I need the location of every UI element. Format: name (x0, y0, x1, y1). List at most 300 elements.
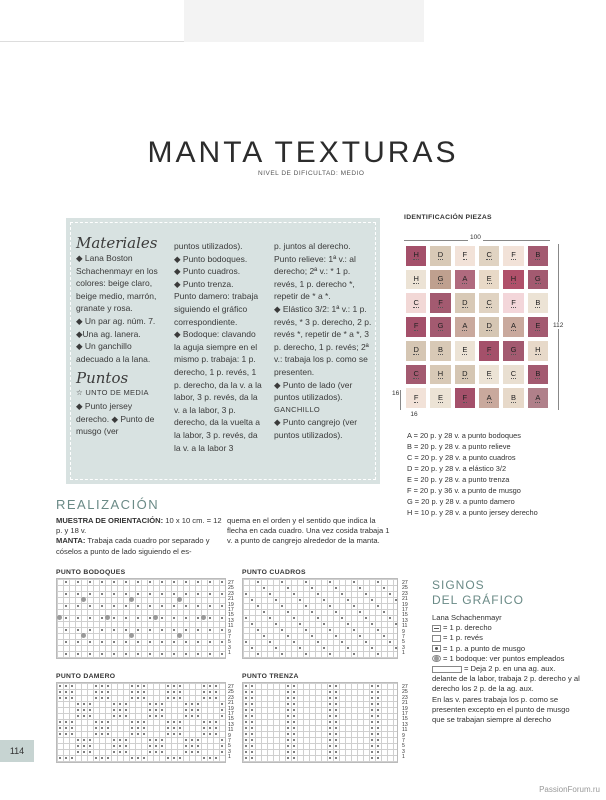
stitch-mark (281, 605, 283, 607)
stitch-mark (89, 641, 91, 643)
stitch-mark (161, 581, 163, 583)
muestra-text: 10 x 10 cm. = 12 p. y 18 v. (56, 516, 222, 536)
stitch-mark (293, 617, 295, 619)
stitch-mark (335, 685, 337, 687)
stitch-mark (89, 629, 91, 631)
stitch-mark (245, 727, 247, 729)
stitch-mark (113, 715, 115, 717)
stitch-mark (161, 709, 163, 711)
stitch-mark (251, 691, 253, 693)
stitch-mark (293, 593, 295, 595)
stitch-mark (257, 605, 259, 607)
stitch-mark (245, 751, 247, 753)
stitch-mark (209, 727, 211, 729)
stitch-mark (113, 581, 115, 583)
stitch-item: puntos utilizados). (174, 241, 243, 251)
stitch-mark (365, 617, 367, 619)
stitch-mark (197, 709, 199, 711)
stitch-mark (377, 745, 379, 747)
stitch-mark (377, 685, 379, 687)
stitch-mark (125, 617, 127, 619)
stitch-mark (245, 721, 247, 723)
stitch-mark (377, 709, 379, 711)
stitch-mark (245, 757, 247, 759)
piece-cell (455, 317, 475, 337)
stitch-mark (143, 757, 145, 759)
stitch-mark (377, 733, 379, 735)
materials-heading: Materiales (76, 234, 158, 252)
stitch-mark (137, 691, 139, 693)
width-dimension (404, 236, 550, 244)
manta-label: MANTA: (56, 536, 86, 546)
piece-letter: A (486, 392, 492, 402)
materials-column-1 (76, 234, 166, 438)
piece-letter: B (437, 345, 443, 355)
piece-letter: B (510, 392, 516, 402)
piece-cell (528, 317, 548, 337)
stitch-mark (359, 587, 361, 589)
stitch-mark (155, 739, 157, 741)
stitch-mark (89, 581, 91, 583)
stitch-mark (89, 593, 91, 595)
stitch-mark (203, 691, 205, 693)
stitch-mark (101, 605, 103, 607)
stitch-mark (101, 593, 103, 595)
stitch-mark (77, 745, 79, 747)
chart-punto-damero (56, 682, 226, 763)
stitch-mark (113, 641, 115, 643)
stitch-mark (293, 691, 295, 693)
puntos-heading: Puntos (76, 369, 129, 388)
legend-item: C = 20 p. y 28 v. a punto cuadros (407, 453, 516, 462)
stitch-mark (131, 727, 133, 729)
stitch-mark (131, 721, 133, 723)
stitch-item: ☆ UNTO DE MEDIA (76, 388, 149, 398)
stitch-mark (209, 733, 211, 735)
stitch-mark (371, 715, 373, 717)
stitch-item: ◆ Bodoque: clavando la aguja siempre en el mismo p. trabaja: 1 p. derecho, 1 p. revés, 1 p. derecho, da la v. a la labor, 3 p. revés, da la v. a la labor, 3 p. derecho, da la vuelta a la labor, 3 p. revés, da la v. a la labor 3 (174, 329, 262, 453)
stitch-mark (293, 727, 295, 729)
piece-letter: A (462, 321, 468, 331)
stitch-mark (329, 751, 331, 753)
stitch-mark (143, 691, 145, 693)
stitch-mark (137, 733, 139, 735)
stitch-mark (59, 721, 61, 723)
piece-cell (528, 293, 548, 313)
stitch-mark (77, 641, 79, 643)
stitch-mark (293, 703, 295, 705)
piece-cell (406, 388, 426, 408)
stitch-mark (287, 739, 289, 741)
stitch-mark (167, 733, 169, 735)
purl-symbol-icon (432, 635, 441, 642)
stitch-mark (245, 715, 247, 717)
piece-cell (406, 341, 426, 361)
stitch-mark (89, 605, 91, 607)
stitch-mark (185, 581, 187, 583)
stitch-mark (119, 739, 121, 741)
stitch-mark (287, 635, 289, 637)
stitch-mark (335, 697, 337, 699)
stitch-mark (125, 641, 127, 643)
piece-letter: A (462, 274, 468, 284)
piece-cell (455, 293, 475, 313)
stitch-mark (293, 739, 295, 741)
stitch-mark (167, 685, 169, 687)
stitch-mark (287, 703, 289, 705)
stitch-mark (179, 727, 181, 729)
stitch-mark (221, 715, 223, 717)
stitch-mark (209, 605, 211, 607)
stitch-mark (323, 623, 325, 625)
piece-cell (479, 365, 499, 385)
stitch-mark (245, 703, 247, 705)
stitch-mark (377, 605, 379, 607)
stitch-mark (59, 691, 61, 693)
stitch-mark (161, 751, 163, 753)
stitch-mark (77, 739, 79, 741)
stitch-mark (65, 691, 67, 693)
stitch-mark (155, 745, 157, 747)
bobble-mark (129, 597, 134, 602)
stitch-mark (173, 617, 175, 619)
stitch-mark (209, 593, 211, 595)
stitch-mark (251, 703, 253, 705)
materials-column-2 (174, 240, 264, 454)
stitch-mark (197, 745, 199, 747)
stitch-mark (125, 709, 127, 711)
stitch-mark (197, 617, 199, 619)
stitch-mark (287, 587, 289, 589)
stitch-mark (371, 623, 373, 625)
stitch-mark (95, 697, 97, 699)
piece-cell (455, 365, 475, 385)
stitch-mark (197, 751, 199, 753)
stitch-mark (71, 721, 73, 723)
stitch-mark (197, 739, 199, 741)
stitch-mark (185, 709, 187, 711)
stitch-mark (149, 745, 151, 747)
stitch-mark (335, 709, 337, 711)
legend-item: E = 20 p. y 28 v. a punto trenza (407, 475, 510, 484)
stitch-mark (209, 691, 211, 693)
stitch-mark (383, 611, 385, 613)
stitch-mark (329, 703, 331, 705)
stitch-mark (293, 685, 295, 687)
stitch-mark (221, 593, 223, 595)
stitch-mark (383, 635, 385, 637)
stitch-mark (251, 751, 253, 753)
stitch-mark (377, 581, 379, 583)
muestra-label: MUESTRA DE ORIENTACIÓN: (56, 516, 164, 525)
stitch-mark (95, 691, 97, 693)
stitch-mark (71, 757, 73, 759)
stitch-mark (173, 685, 175, 687)
piece-cell (503, 388, 523, 408)
stitch-mark (395, 623, 397, 625)
stitch-mark (203, 685, 205, 687)
stitch-mark (329, 715, 331, 717)
stitch-mark (95, 757, 97, 759)
piece-letter: D (462, 368, 468, 378)
stitch-mark (77, 703, 79, 705)
stitch-mark (197, 715, 199, 717)
stitch-mark (389, 617, 391, 619)
stitch-mark (371, 703, 373, 705)
stitch-mark (209, 757, 211, 759)
stitch-mark (65, 641, 67, 643)
stitch-mark (77, 653, 79, 655)
piece-cell (406, 246, 426, 266)
stitch-mark (215, 685, 217, 687)
stitch-mark (329, 685, 331, 687)
stitch-mark (113, 745, 115, 747)
realizacion-column-2: quema en el orden y el sentido que indica la flecha en cada cuadro. Una vez cosida trabaja 1 v. a punto de cangrejo alrededor de la manta. (227, 516, 390, 546)
stitch-mark (203, 733, 205, 735)
symbol-item: = 1 p. a punto de musgo (432, 644, 582, 654)
stitch-mark (365, 641, 367, 643)
stitch-mark (203, 727, 205, 729)
piece-cell (430, 270, 450, 290)
piece-letter: F (413, 392, 419, 402)
bobble-mark (105, 615, 110, 620)
stitch-mark (89, 653, 91, 655)
stitch-mark (113, 617, 115, 619)
garter-symbol-icon (432, 645, 441, 652)
piece-letter: B (535, 250, 541, 260)
stitch-mark (137, 697, 139, 699)
stitch-mark (167, 727, 169, 729)
stitch-mark (65, 653, 67, 655)
stitch-mark (287, 745, 289, 747)
piece-letter: H (413, 250, 419, 260)
stitch-mark (383, 587, 385, 589)
stitch-mark (209, 629, 211, 631)
stitch-mark (221, 703, 223, 705)
stitch-mark (185, 629, 187, 631)
materials-item: ◆ Lana Boston Schachenmayr en los colores: beige claro, beige medio, marrón, granate y rosa. (76, 253, 158, 314)
stitch-mark (293, 709, 295, 711)
page-number: 114 (0, 740, 34, 762)
stitch-mark (179, 733, 181, 735)
piece-letter: H (510, 274, 517, 284)
piece-cell (503, 365, 523, 385)
stitch-mark (341, 641, 343, 643)
identification-title: IDENTIFICACIÓN PIEZAS (404, 214, 492, 221)
stitch-mark (329, 727, 331, 729)
legend-item: G = 20 p. y 28 v. a punto damero (407, 497, 515, 506)
materials-item: ◆Una ag. lanera. (76, 328, 141, 339)
stitch-mark (287, 697, 289, 699)
stitch-mark (251, 697, 253, 699)
piece-cell (503, 246, 523, 266)
stitch-mark (77, 709, 79, 711)
stitch-mark (179, 691, 181, 693)
stitch-mark (329, 733, 331, 735)
stitch-mark (293, 697, 295, 699)
chart-title-damero: PUNTO DAMERO (56, 673, 116, 680)
stitch-mark (209, 685, 211, 687)
cable-symbol-icon (432, 666, 462, 673)
stitch-mark (65, 721, 67, 723)
stitch-mark (215, 733, 217, 735)
stitch-mark (71, 685, 73, 687)
stitch-mark (173, 629, 175, 631)
piece-cell (455, 341, 475, 361)
stitch-mark (335, 751, 337, 753)
piece-cell (406, 317, 426, 337)
stitch-mark (293, 641, 295, 643)
stitch-mark (257, 653, 259, 655)
stitch-mark (221, 745, 223, 747)
stitch-mark (149, 739, 151, 741)
page-title: MANTA TEXTURAS (147, 136, 459, 169)
stitch-mark (257, 629, 259, 631)
bobble-mark (81, 597, 86, 602)
stitch-mark (179, 721, 181, 723)
stitch-mark (317, 641, 319, 643)
height-dimension (555, 244, 563, 410)
stitch-mark (377, 715, 379, 717)
stitch-mark (101, 691, 103, 693)
stitch-mark (371, 647, 373, 649)
stitch-mark (89, 739, 91, 741)
stitch-mark (107, 721, 109, 723)
piece-cell (503, 293, 523, 313)
top-decoration (184, 0, 424, 42)
stitch-mark (161, 653, 163, 655)
stitch-mark (113, 739, 115, 741)
stitch-mark (161, 593, 163, 595)
stitch-mark (173, 721, 175, 723)
stitch-mark (155, 715, 157, 717)
row-numbers: 27 25 23 21 19 17 15 13 11 9 7 5 3 1 (402, 580, 408, 657)
stitch-mark (137, 581, 139, 583)
stitch-mark (197, 629, 199, 631)
stitch-mark (197, 653, 199, 655)
stitch-mark (329, 745, 331, 747)
stitch-mark (71, 691, 73, 693)
stitch-mark (329, 709, 331, 711)
stitch-mark (137, 617, 139, 619)
stitch-mark (161, 605, 163, 607)
stitch-mark (137, 757, 139, 759)
chart-title-bodoques: PUNTO BODOQUES (56, 569, 126, 576)
piece-letter: F (486, 345, 492, 355)
stitch-mark (353, 581, 355, 583)
stitch-item: Punto relieve: 1ª v.: al derecho; 2ª v.: * 1 p. revés, 1 p. derecho *, repetir de * a *. (274, 253, 356, 302)
stitch-mark (83, 703, 85, 705)
stitch-mark (371, 685, 373, 687)
stitch-mark (353, 653, 355, 655)
stitch-mark (377, 721, 379, 723)
stitch-mark (125, 629, 127, 631)
stitch-mark (137, 727, 139, 729)
stitch-mark (149, 715, 151, 717)
stitch-mark (371, 709, 373, 711)
stitch-item: p. juntos al derecho. (274, 241, 351, 251)
piece-cell (430, 341, 450, 361)
stitch-mark (119, 703, 121, 705)
stitch-mark (245, 733, 247, 735)
piece-letter: F (511, 297, 516, 307)
manta-text: Trabaja cada cuadro por separado y cóselos a punto de lado siguiendo el es- (56, 536, 210, 556)
stitch-mark (149, 581, 151, 583)
stitch-mark (299, 599, 301, 601)
piece-cell (503, 317, 523, 337)
stitch-mark (377, 653, 379, 655)
symbol-item: = 1 p. derecho (432, 623, 582, 633)
stitch-mark (287, 727, 289, 729)
stitch-mark (173, 605, 175, 607)
piece-cell (528, 246, 548, 266)
stitch-mark (65, 605, 67, 607)
stitch-mark (251, 709, 253, 711)
bobble-mark (81, 633, 86, 638)
stitch-mark (143, 727, 145, 729)
stitch-mark (293, 751, 295, 753)
stitch-mark (185, 739, 187, 741)
stitch-mark (131, 733, 133, 735)
row-numbers: 27 25 23 21 19 17 15 13 11 9 7 5 3 1 (228, 684, 234, 761)
piece-cell (406, 293, 426, 313)
stitch-mark (377, 629, 379, 631)
stitch-mark (251, 685, 253, 687)
symbol-item: = 1 p. revés (432, 633, 582, 643)
stitch-mark (371, 733, 373, 735)
stitch-mark (89, 709, 91, 711)
stitch-mark (149, 629, 151, 631)
stitch-mark (167, 691, 169, 693)
stitch-mark (77, 617, 79, 619)
stitch-mark (341, 593, 343, 595)
stitch-mark (347, 599, 349, 601)
stitch-mark (221, 617, 223, 619)
legend-item: A = 20 p. y 28 v. a punto bodoques (407, 431, 521, 440)
stitch-mark (305, 605, 307, 607)
stitch-mark (131, 757, 133, 759)
stitch-mark (95, 685, 97, 687)
stitch-item: ◆ Elástico 3/2: 1ª v.: 1 p. revés, * 3 p. derecho, 2 p. revés *, repetir de * a *, 3 p. derecho, 1 p. revés; 2ª v.: trabaja los p. como se presenten. (274, 303, 372, 377)
stitch-mark (83, 751, 85, 753)
piece-letter: F (511, 250, 516, 260)
stitch-mark (371, 745, 373, 747)
stitch-mark (245, 709, 247, 711)
stitch-mark (293, 721, 295, 723)
stitch-mark (185, 641, 187, 643)
stitch-mark (263, 611, 265, 613)
stitch-mark (161, 703, 163, 705)
stitch-mark (83, 745, 85, 747)
stitch-mark (293, 715, 295, 717)
height-label: 112 (553, 322, 564, 329)
stitch-mark (251, 739, 253, 741)
piece-height-label: 16 (392, 390, 400, 397)
stitch-mark (95, 733, 97, 735)
stitch-mark (287, 611, 289, 613)
piece-letter: C (413, 368, 419, 378)
symbol-note: En las v. pares trabaja los p. como se presenten excepto en el punto de musgo que se trabajan siempre al derecho (432, 694, 570, 725)
piece-letter: E (462, 345, 468, 355)
stitch-mark (377, 751, 379, 753)
piece-cell (479, 293, 499, 313)
stitch-mark (203, 697, 205, 699)
stitch-mark (101, 581, 103, 583)
stitch-mark (113, 709, 115, 711)
stitch-mark (137, 629, 139, 631)
stitch-mark (179, 757, 181, 759)
stitch-mark (329, 605, 331, 607)
